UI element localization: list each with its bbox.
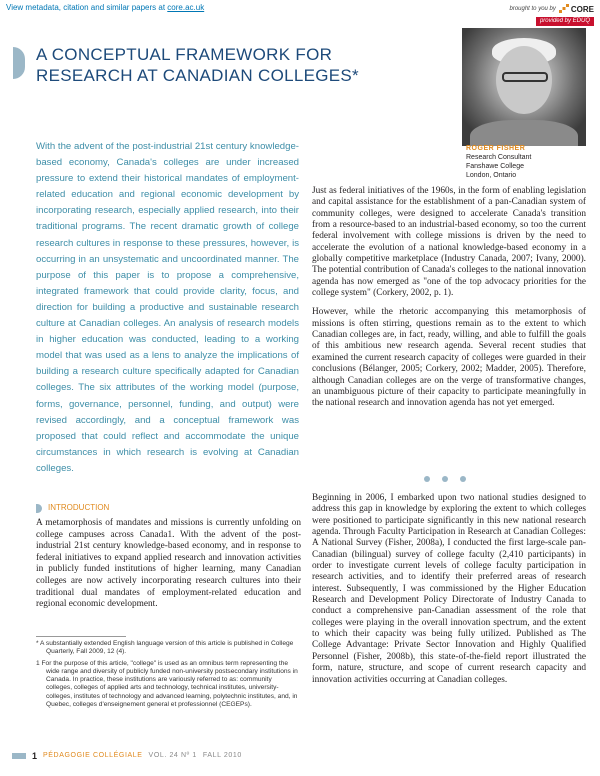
introduction-body	[36, 518, 301, 611]
section-heading-label: INTRODUCTION	[48, 503, 110, 512]
author-affiliation: Fanshawe College	[466, 163, 524, 170]
core-logo[interactable]	[559, 4, 594, 14]
author-photo	[462, 28, 586, 146]
abstract	[36, 139, 299, 477]
page-number: 1	[32, 751, 38, 761]
section-separator-dots	[424, 476, 466, 482]
section-bullet-icon	[36, 504, 42, 513]
provided-by-badge[interactable]: provided by EDUQ	[536, 17, 594, 26]
title-tab-marker	[13, 47, 25, 79]
metadata-notice	[6, 3, 204, 13]
footnote-item: * A substantially extended English language version of this article is published in College Quarterly, Fall 2009, 12 (4).	[36, 640, 294, 656]
brought-by	[510, 4, 595, 14]
right-column-bottom	[312, 493, 586, 686]
introduction-paragraph: A metamorphosis of mandates and missions is currently unfolding on college campuses across Canada1. With the advent of the post-industrial 21st century knowledge-based economy, and in response to federal initiatives to expand applied research and innovation activities in publicly funded institutions of higher learning, many Canadian colleges are now actively incorporating research cultures into their traditional dual mandates of employment-related education and regional economic development.	[36, 518, 301, 610]
right-column-top	[312, 186, 586, 418]
core-logo-icon	[559, 4, 569, 14]
top-bar	[0, 0, 600, 24]
author-block	[466, 144, 531, 180]
footnote-divider	[36, 636, 126, 637]
author-name: ROGER FISHER	[466, 145, 526, 152]
journal-name: PÉDAGOGIE COLLÉGIALE	[43, 752, 143, 759]
body-paragraph: However, while the rhetoric accompanying this metamorphosis of missions is often stirring, questions remain as to the extent to which Canadian colleges are, in fact, ready, willing, and able to fulfill the goals of this ambitious new research agenda. Several recent studies that examined the current research capacity of colleges were guarded in their conclusions (Bélanger, 2005; Corkery, 2002; Madder, 2005). Therefore, although Canadian colleges are on the verge of transformative changes, an unambiguous picture of their capacity to participate meaningfully in the national research and innovation agenda has not yet emerged.	[312, 307, 586, 409]
journal-volume: VOL. 24 Nº 1	[148, 752, 197, 759]
page-footer	[12, 751, 242, 761]
body-paragraph: Just as federal initiatives of the 1960s, in the form of enabling legislation and capital assistance for the establishment of a pan-Canadian system of community colleges, were designed to accelerate Canada's transition from a resource-based to an industrial-based economy, so too the current federal involvement with college missions is driven by the need to accelerate the evolution of a national knowledge-based economy in a globally competitive marketplace (Industry Canada, 2007; Ivany, 2000). The potential contribution of Canada's colleges to the national innovation agenda has now emerged as "one of the top advocacy priorities for the college system" (Corkery, 2002, p. 1).	[312, 186, 586, 299]
author-location: London, Ontario	[466, 172, 517, 179]
brought-by-text: brought to you by	[509, 6, 556, 12]
footnote-item: 1 For the purpose of this article, "college" is used as an omnibus term representing the wide range and diversity of publicly funded non-university postsecondary institutions in Canada. In practice, these institutions are variously referred to as: community colleges, colleges of applied arts and technology, technical institutes, university-colleges, institutes of technology and advanced learning, polytechnic institutes, and, in Quebec, colleges d'enseignement general et professionnel (CEGEPs).	[36, 659, 298, 709]
abstract-text: With the advent of the post-industrial 21st century knowledge-based economy, Canada's colleges are under increased pressure to extend their historical mandates of employment-related education and regional economic development by incorporating research, especially applied research, into their traditional programs. The recent dramatic growth of college research cultures in response to these pressures, however, is occurring in an unsystematic and uncoordinated manner. The purpose of this paper is to propose a comprehensive, integrated framework that could provide clarity, focus, and direction for building a productive and sustainable research culture at Canadian colleges. An analysis of research models in higher education was conducted, leading to a working model that was used as a lens to analyze the implications of building a research culture specifically adapted for Canadian colleges. The six attributes of the working model (purpose, forms, governance, personnel, funding, and output) were revised accordingly, and a conceptual framework was proposed that could reflect and accommodate the unique circumstances in which research is evolving at Canadian colleges.	[36, 141, 299, 474]
article-title: A CONCEPTUAL FRAMEWORK FOR RESEARCH AT CANADIAN COLLEGES*	[36, 45, 359, 85]
metadata-text: View metadata, citation and similar papers at	[6, 3, 166, 12]
body-paragraph: Beginning in 2006, I embarked upon two national studies designed to address this gap in knowledge by exploring the extent to which colleges were positioned to participate significantly in this new national research agenda. Through Faculty Participation in Research at Canadian Colleges: A National Survey (Fisher, 2008a), I conducted the first large-scale pan-Canadian (bilingual) survey of college faculty (2,410 participants) in order to investigate current levels of college faculty participation in research activities, and to identify their preferred areas of research interest. Subsequently, I was commissioned by the Higher Education Research and Development Policy Directorate of Industry Canada to conduct a comprehensive pan-Canadian assessment of the role that colleges were playing in the overall innovation spectrum, and the extent to which their capacity was being fully utilized. Published as The College Advantage: Private Sector Innovation and Highly Qualified Personnel (Fisher, 2008b), this state-of-the-field report illustrated the form, nature, structure, and scope of current research capacity and innovation activities occurring at Canadian colleges.	[312, 493, 586, 685]
footer-bar	[12, 753, 26, 759]
core-link[interactable]: core.ac.uk	[167, 3, 205, 12]
footnotes	[36, 640, 299, 712]
core-logo-label: CORE	[570, 4, 594, 14]
journal-issue: FALL 2010	[202, 752, 242, 759]
section-heading-introduction	[36, 503, 109, 513]
author-role: Research Consultant	[466, 154, 532, 161]
